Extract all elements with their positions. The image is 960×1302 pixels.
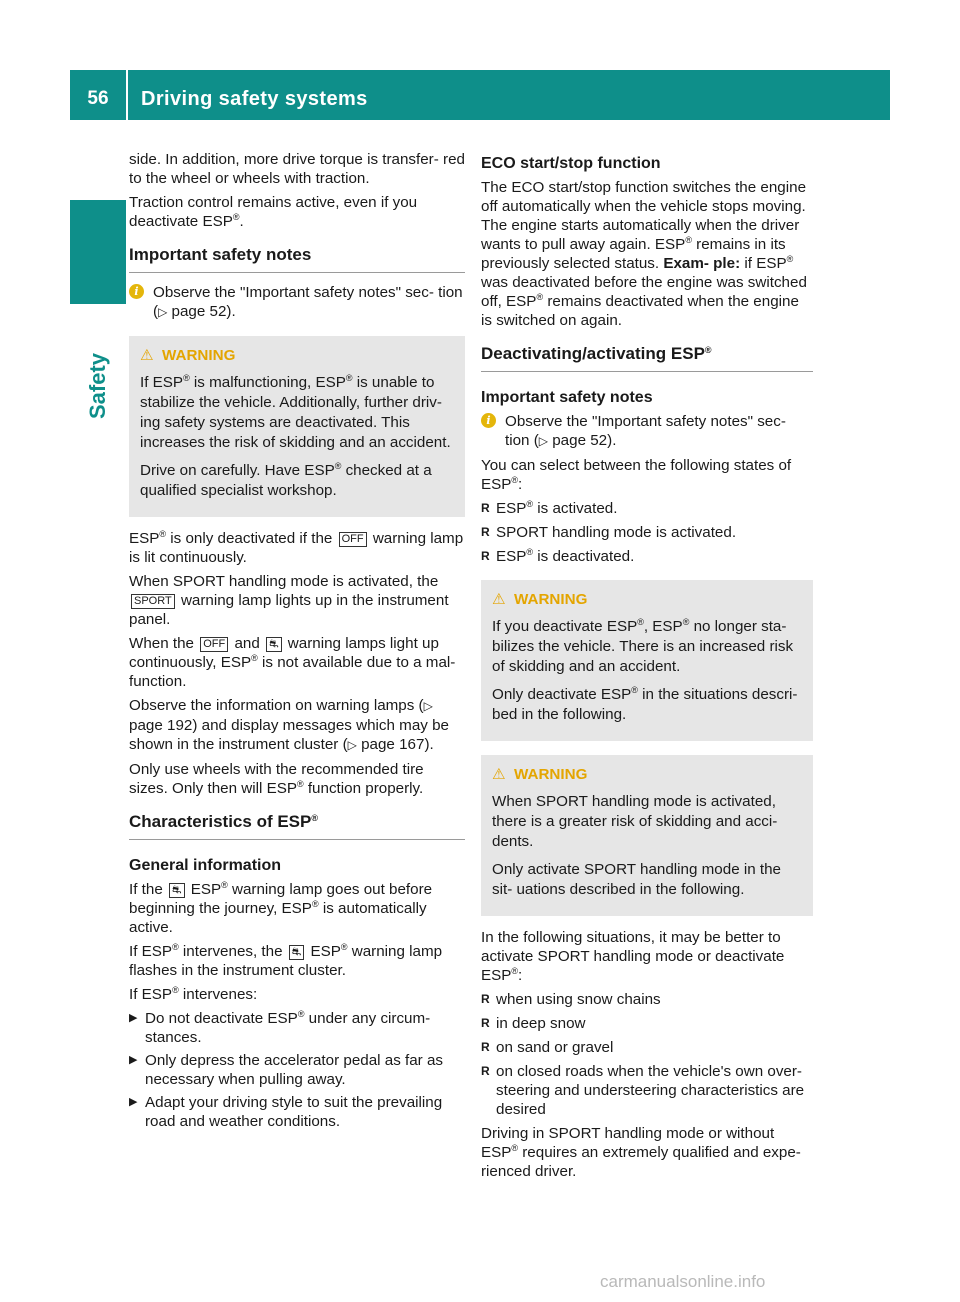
paragraph: Traction control remains active, even if you deactivate ESP®. — [129, 194, 418, 230]
warning-title: ⚠ WARNING — [492, 591, 588, 608]
page-ref-arrow-icon: ▷ — [538, 434, 548, 448]
chapter-title: Driving safety systems — [141, 88, 368, 110]
watermark: carmanualsonline.info — [600, 1272, 766, 1291]
list-item: R on closed roads when the vehicle's own over- steering and understeering characteristics are desired — [481, 1062, 813, 1119]
subsection-heading: ECO start/stop function — [481, 155, 661, 172]
side-tab-block — [70, 200, 126, 304]
info-note: i Observe the "Important safety notes" sec- tion (▷ page 52). — [481, 412, 813, 451]
header-divider — [126, 70, 128, 120]
page-ref-arrow-icon: ▷ — [423, 699, 433, 713]
info-icon: i — [129, 284, 144, 299]
warning-title: ⚠ WARNING — [140, 347, 236, 364]
warning-box: ⚠ WARNING If you deactivate ESP®, ESP® no longer sta- bilizes the vehicle. There is an increased risk of skidding and an accident. Only deactivate ESP® in the situations descri- bed in the following. — [481, 580, 813, 741]
subsection-heading: Important safety notes — [481, 389, 653, 406]
paragraph: In the following situations, it may be better to activate SPORT handling mode or deactivate ESP®: — [481, 929, 785, 984]
paragraph: The ECO start/stop function switches the engine off automatically when the vehicle stops moving. The engine starts automatically when the driver wants to pull away again. ESP® remains in its previously selected status. Exam- ple: if ESP® was deactivated before the engine was switched off, ESP® remains deactivated when the engine is switched on again. — [481, 179, 807, 329]
warning-icon: ⚠ — [140, 347, 154, 364]
paragraph: If the ⛐ ESP® warning lamp goes out before beginning the journey, ESP® is automatically active. — [129, 880, 433, 936]
section-heading: Important safety notes — [129, 245, 465, 273]
warning-box: ⚠ WARNING If ESP® is malfunctioning, ESP® is unable to stabilize the vehicle. Additionally, further driv- ing safety systems are deactivated. This increases the risk of skidding and an accident. Drive on carefully. Have ESP® checked at a qualified specialist workshop. — [129, 336, 465, 517]
esp-lamp-icon: ⛐ — [266, 637, 282, 652]
info-icon: i — [481, 413, 496, 428]
left-column — [129, 150, 465, 1135]
paragraph: side. In addition, more drive torque is transfer- red to the wheel or wheels with traction. — [129, 151, 465, 187]
list-item: R ESP® is deactivated. — [481, 547, 813, 566]
paragraph: Only use wheels with the recommended tire sizes. Only then will ESP® function properly. — [129, 761, 424, 797]
paragraph: When the OFF and ⛐ warning lamps light up continuously, ESP® is not available due to a mal- function. — [129, 635, 456, 690]
paragraph: Observe the information on warning lamps (▷ page 192) and display messages which may be shown in the instrument cluster (▷ page 167). — [129, 697, 449, 753]
page-number: 56 — [87, 88, 109, 109]
page-link[interactable]: page 52). — [552, 432, 617, 449]
paragraph: You can select between the following states of ESP®: — [481, 457, 792, 493]
side-tab-label: Safety — [85, 352, 110, 419]
page-link[interactable]: page 52). — [171, 303, 236, 320]
section-heading: Characteristics of ESP® — [129, 812, 465, 840]
paragraph: If ESP® intervenes: — [129, 985, 258, 1003]
list-item: R SPORT handling mode is activated. — [481, 523, 813, 542]
info-note: i Observe the "Important safety notes" sec- tion (▷ page 52). — [129, 283, 465, 322]
paragraph: When SPORT handling mode is activated, the SPORT warning lamp lights up in the instrument panel. — [129, 573, 449, 628]
esp-off-lamp-icon: OFF — [200, 637, 228, 652]
esp-lamp-icon: ⛐ — [289, 945, 305, 960]
list-item: R when using snow chains — [481, 990, 813, 1009]
page-ref-arrow-icon: ▷ — [158, 305, 168, 319]
esp-off-lamp-icon: OFF — [339, 532, 367, 547]
warning-box: ⚠ WARNING When SPORT handling mode is activated, there is a greater risk of skidding and acci- dents. Only activate SPORT handling mode in the sit- uations described in the following. — [481, 755, 813, 916]
right-column — [481, 150, 813, 1186]
step-item: ▶ Only depress the accelerator pedal as far as necessary when pulling away. — [129, 1051, 465, 1089]
warning-icon: ⚠ — [492, 591, 506, 608]
step-item: ▶ Do not deactivate ESP® under any circum- stances. — [129, 1009, 465, 1047]
paragraph: If ESP® intervenes, the ⛐ ESP® warning lamp flashes in the instrument cluster. — [129, 942, 443, 979]
section-heading: Deactivating/activating ESP® — [481, 344, 813, 372]
page-ref-arrow-icon: ▷ — [347, 738, 357, 752]
paragraph: ESP® is only deactivated if the OFF warning lamp is lit continuously. — [129, 529, 464, 566]
step-item: ▶ Adapt your driving style to suit the prevailing road and weather conditions. — [129, 1093, 465, 1131]
list-item: R on sand or gravel — [481, 1038, 813, 1057]
paragraph: Driving in SPORT handling mode or without ESP® requires an extremely qualified and expe- rienced driver. — [481, 1125, 801, 1180]
list-item: R in deep snow — [481, 1014, 813, 1033]
list-item: R ESP® is activated. — [481, 499, 813, 518]
sport-lamp-icon: SPORT — [131, 594, 175, 609]
subsection-heading: General information — [129, 857, 282, 874]
esp-lamp-icon: ⛐ — [169, 883, 185, 898]
warning-title: ⚠ WARNING — [492, 766, 588, 783]
warning-icon: ⚠ — [492, 766, 506, 783]
